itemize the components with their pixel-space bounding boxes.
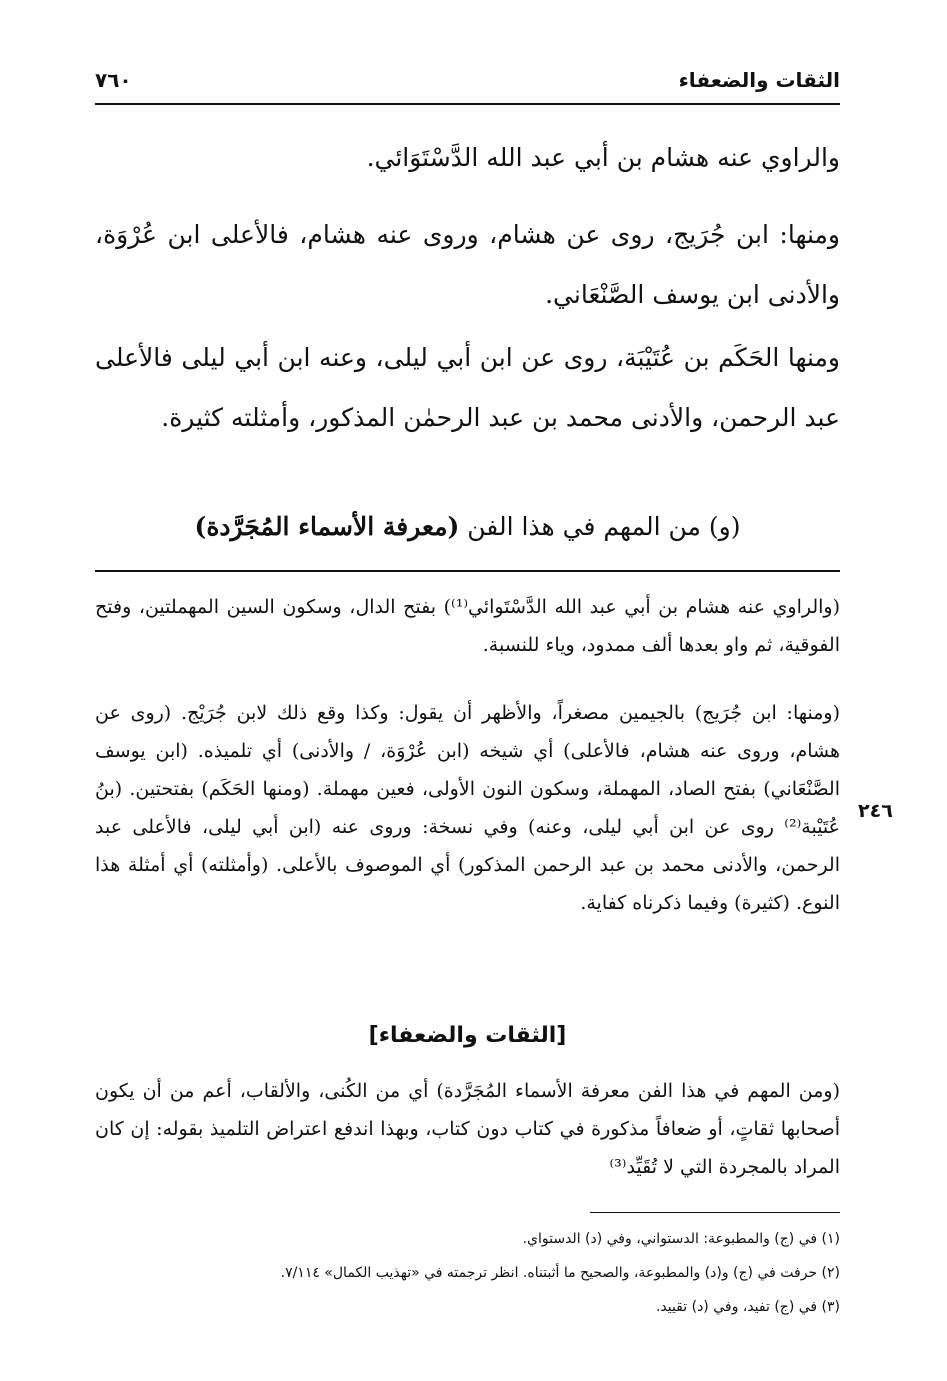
matn-heading-bold: (معرفة الأسماء المُجَرَّدة): [194, 512, 460, 541]
sharh-paragraph-2: (ومنها: ابن جُرَيج) بالجيمين مصغراً، والأظهر أن يقول: وكذا وقع ذلك لابن جُرَيْج. (روى عن هشام، وروى عنه هشام، فالأعلى) أي شيخه (ابن عُرْوَة، / والأدنى) أي تلميذه. (ابن يوسف الصَّنْعَاني) بفتح الصاد، المهملة، وسكون النون الأولى، فعين مهملة. (ومنها الحَكَم) بفتحتين. (بنُ عُتَيْبة⁽²⁾ روى عن ابن أبي ليلى، وعنه) وفي نسخة: وروى عنه (ابن أبي ليلى، فالأعلى عبد الرحمن، والأدنى محمد بن عبد الرحمن المذكور) أي الموصوف بالأعلى. (وأمثلته) أي أمثلة هذا النوع. (كثيرة) وفيما ذكرناه كفاية.: [95, 702, 840, 914]
running-header: [95, 62, 840, 102]
matn-heading-prefix: (و) من المهم في هذا الفن: [467, 512, 741, 541]
matn-sharh-divider: [95, 570, 840, 572]
matn-heading: [95, 502, 840, 552]
footnote-3: (٣) في (ج) تفيد، وفي (د) تقييد.: [655, 1299, 840, 1315]
page-number: ٧٦٠: [95, 68, 132, 92]
header-title: الثقات والضعفاء: [678, 68, 840, 92]
matn-paragraph-1: والراوي عنه هشام بن أبي عبد الله الدَّسْتَوَائي.: [366, 143, 840, 172]
footnote-1: (١) في (ج) والمطبوعة: الدستواني، وفي (د) الدستواي.: [522, 1231, 840, 1247]
header-rule: [95, 103, 840, 105]
footnotes: [95, 1222, 840, 1324]
footnote-rule: [590, 1212, 840, 1213]
matn-paragraph-2: ومنها: ابن جُرَيج، روى عن هشام، وروى عنه هشام، فالأعلى ابن عُرْوَة، والأدنى ابن يوسف الصَّنْعَاني.: [95, 220, 840, 309]
section-title: [الثقات والضعفاء]: [368, 1023, 567, 1048]
margin-manuscript-number: ٢٤٦: [858, 800, 893, 822]
footnote-2: (٢) حرفت في (ج) و(د) والمطبوعة، والصحيح ما أثبتناه. انظر ترجمته في «تهذيب الكمال» ٧/١١٤.: [280, 1265, 840, 1281]
sharh-paragraph-1: (والراوي عنه هشام بن أبي عبد الله الدَّسْتَوائي⁽¹⁾) بفتح الدال، وسكون السين المهملتين، وفتح الفوقية، ثم واو بعدها ألف ممدود، وياء للنسبة.: [95, 596, 840, 656]
matn-paragraph-3: ومنها الحَكَم بن عُتَيْبَة، روى عن ابن أبي ليلى، وعنه ابن أبي ليلى فالأعلى عبد الرحمن، والأدنى محمد بن عبد الرحمٰن المذكور، وأمثلته كثيرة.: [95, 343, 840, 432]
sharh-paragraph-3: (ومن المهم في هذا الفن معرفة الأسماء المُجَرَّدة) أي من الكُنى، والألقاب، أعم من أن يكون أصحابها ثقاتٍ، أو ضعافاً مذكورة في كتاب دون كتاب، وبهذا اندفع اعتراض التلميذ بقوله: إن كان المراد بالمجردة التي لا تُقَيِّد⁽³⁾: [95, 1080, 840, 1178]
